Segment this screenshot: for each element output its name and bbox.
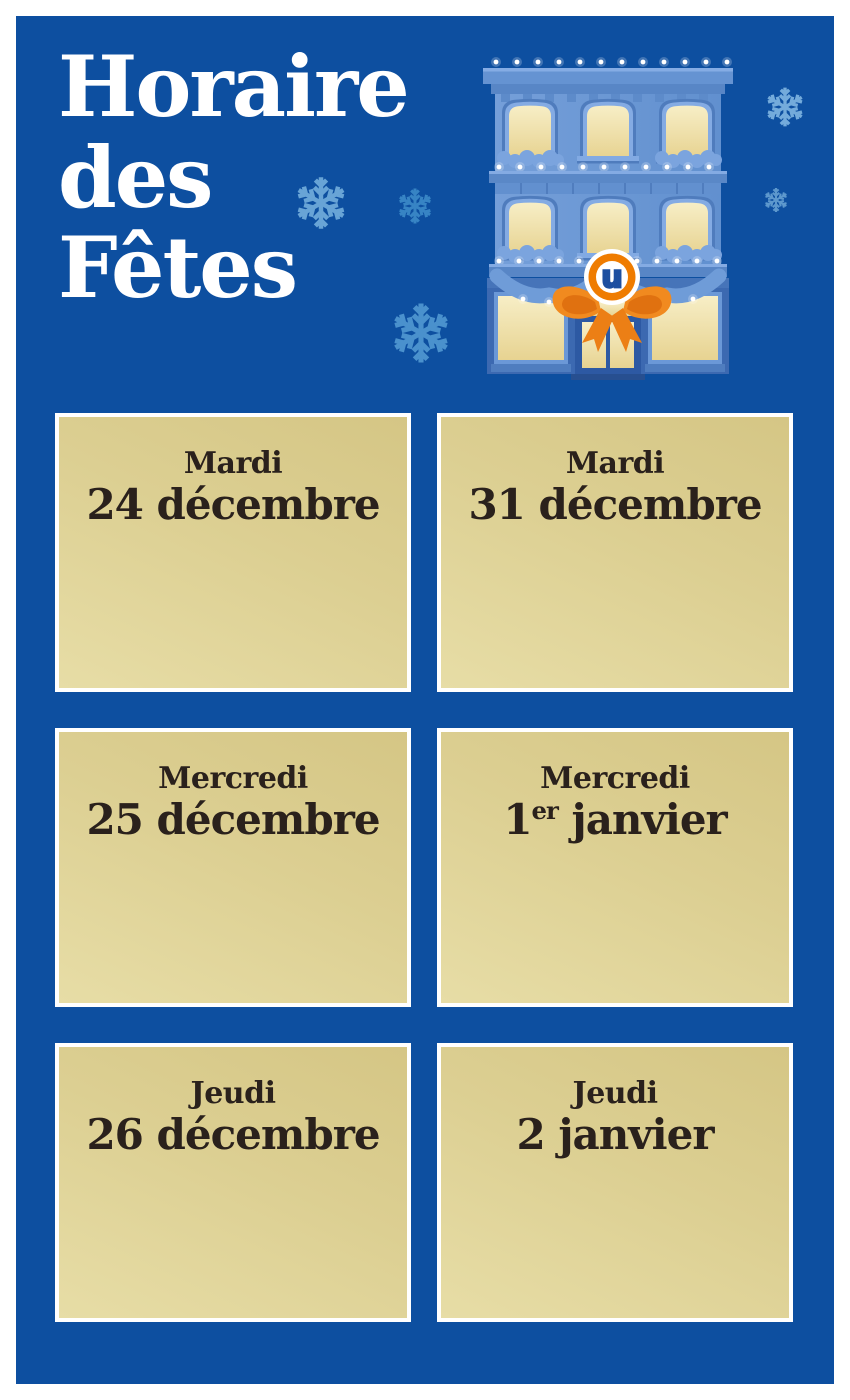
snowflake-icon — [764, 86, 806, 128]
card-date: 24 décembre — [86, 479, 380, 529]
card-day: Jeudi — [572, 1076, 658, 1111]
holiday-card — [437, 413, 793, 692]
snowflake-icon — [763, 187, 789, 213]
card-day: Mercredi — [158, 761, 308, 796]
card-day: Mercredi — [540, 761, 690, 796]
window — [577, 99, 639, 164]
mid-ledge — [489, 162, 727, 194]
card-day: Mardi — [183, 446, 283, 481]
holiday-card — [55, 413, 411, 692]
u-logo-letter: u — [601, 260, 623, 295]
page-title — [58, 37, 408, 318]
card-date: 26 décembre — [86, 1109, 380, 1159]
card-day: Mardi — [565, 446, 665, 481]
schedule-grid — [55, 413, 793, 1322]
holiday-card — [55, 1043, 411, 1322]
card-date: 31 décembre — [468, 479, 762, 529]
title-line: des — [58, 127, 212, 227]
title-line: Fêtes — [58, 218, 297, 318]
card-date: 25 décembre — [86, 794, 380, 844]
holiday-card — [437, 1043, 793, 1322]
snowflake-icon — [293, 175, 349, 231]
holiday-card — [55, 728, 411, 1007]
holiday-card — [437, 728, 793, 1007]
card-day: Jeudi — [190, 1076, 276, 1111]
card-date: 2 janvier — [516, 1109, 714, 1159]
roof-lights — [491, 57, 732, 67]
store-building-illustration — [483, 52, 733, 382]
u-logo — [584, 249, 640, 305]
snowflake-icon — [389, 301, 453, 365]
roof — [483, 57, 733, 94]
snowflake-icon — [396, 187, 434, 225]
holiday-poster — [16, 16, 834, 1384]
card-date: 1er janvier — [503, 794, 727, 844]
title-line: Horaire — [58, 37, 408, 136]
